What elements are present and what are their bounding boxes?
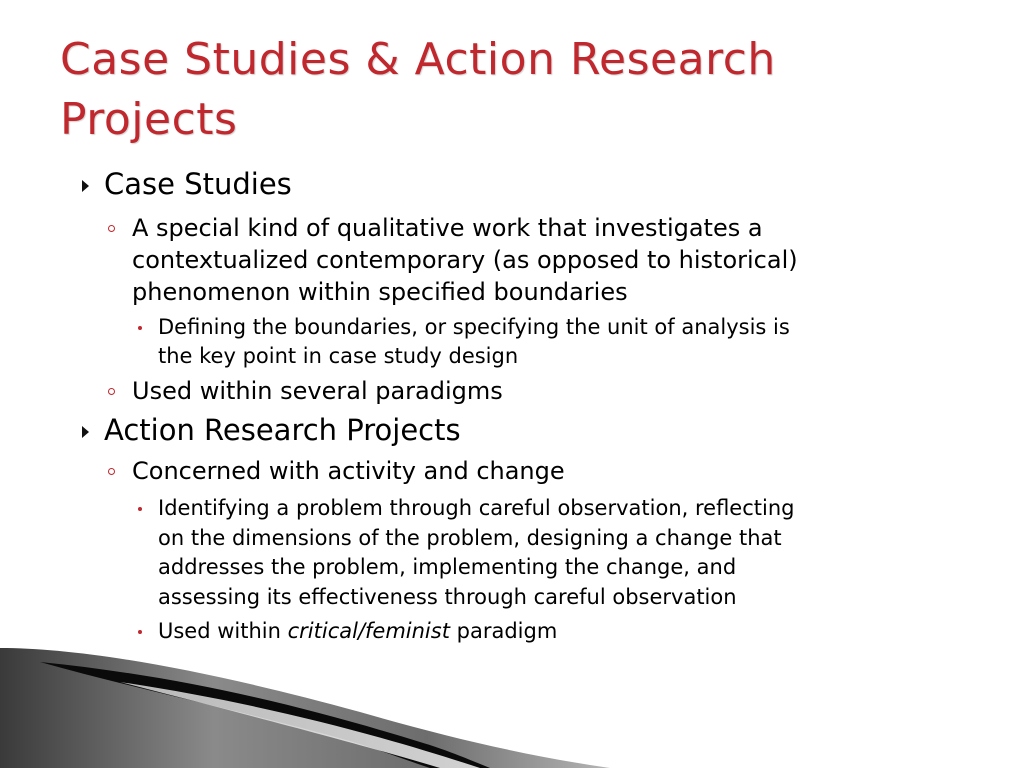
sub-sub-bullet-line: Identifying a problem through careful observation, reflecting <box>158 496 795 520</box>
sub-sub-bullet-line: assessing its effectiveness through careful observation <box>158 584 737 609</box>
slide-title <box>60 30 960 150</box>
swoosh-black-band <box>40 662 490 768</box>
bullet-label: Case Studies <box>104 167 292 201</box>
triangle-bullet-icon <box>82 180 89 192</box>
slide-title-line-2: Projects <box>60 94 238 145</box>
slide-title-line-1: Case Studies & Action Research <box>60 34 776 85</box>
sub-bullet-line: phenomenon within specified boundaries <box>132 278 628 306</box>
circle-bullet-icon <box>108 225 115 232</box>
sub-bullet-case-definition <box>132 212 798 308</box>
sub-sub-bullet-line: the key point in case study design <box>158 344 519 368</box>
sub-sub-bullet-line: addresses the problem, implementing the change, and <box>158 555 737 579</box>
swoosh-light-band <box>120 682 480 768</box>
sub-bullet-line: Used within several paradigms <box>132 377 503 405</box>
circle-bullet-icon <box>108 388 115 395</box>
dot-bullet-icon <box>138 326 142 330</box>
sub-sub-bullet-critical-feminist <box>158 617 557 646</box>
sub-sub-bullet-line: on the dimensions of the problem, designing a change that <box>158 525 782 550</box>
text-suffix: paradigm <box>449 619 558 643</box>
dot-bullet-icon <box>138 630 142 634</box>
sub-bullet-activity-change <box>132 455 565 487</box>
bullet-label: Action Research Projects <box>104 413 461 447</box>
sub-sub-bullet-line: Defining the boundaries, or specifying the unit of analysis is <box>158 315 790 339</box>
sub-sub-bullet-process <box>158 494 794 612</box>
circle-bullet-icon <box>108 468 115 475</box>
sub-bullet-paradigms <box>132 375 503 407</box>
sub-bullet-line: Concerned with activity and change <box>132 457 565 485</box>
emphasis-text: critical/feminist <box>287 619 450 643</box>
bullet-action-research <box>104 413 461 447</box>
triangle-bullet-icon <box>82 426 89 438</box>
sub-sub-bullet-boundaries <box>158 313 790 371</box>
dot-bullet-icon <box>138 507 142 511</box>
sub-bullet-line: contextualized contemporary (as opposed to historical) <box>132 246 798 274</box>
swoosh-gray-band <box>0 648 610 768</box>
text-prefix: Used within <box>158 619 288 643</box>
bullet-case-studies <box>104 167 292 201</box>
sub-bullet-line: A special kind of qualitative work that investigates a <box>132 214 763 242</box>
